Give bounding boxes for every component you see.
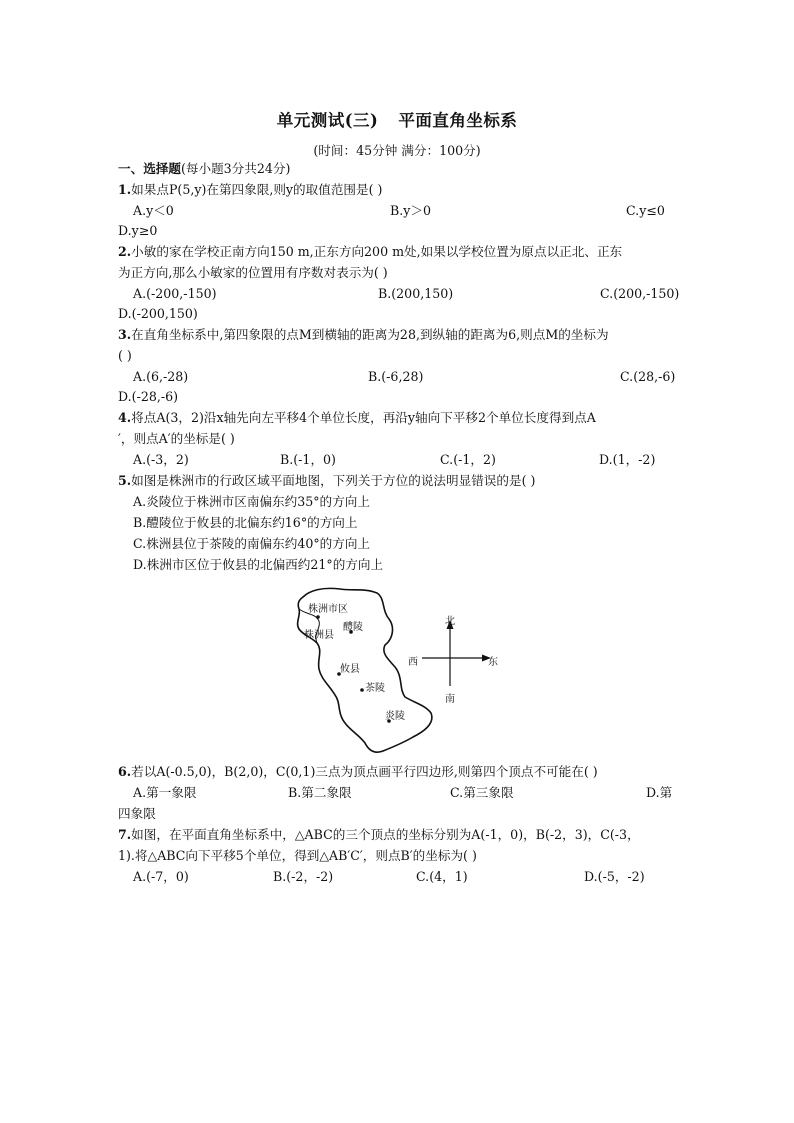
option-d: D.(-28,-6) — [118, 389, 179, 404]
map-label-yanling: 炎陵 — [385, 711, 405, 722]
question-number: 6. — [118, 764, 132, 779]
page-title — [0, 107, 794, 131]
question-3-cont: ( ) — [118, 348, 132, 363]
option-c: C.(4，1) — [416, 869, 468, 884]
question-text: 如图是株洲市的行政区域平面地图，下列关于方位的说法明显错误的是( ) — [131, 473, 536, 488]
option-a: A.第一象限 — [133, 785, 197, 800]
option-a: A.(6,-28) — [133, 369, 189, 384]
compass-north-label: 北 — [445, 616, 455, 627]
option-c: C.(28,-6) — [620, 369, 676, 384]
map-label-chaling: 茶陵 — [365, 683, 385, 694]
question-number: 3. — [118, 327, 132, 342]
option-a: A.炎陵位于株洲市区南偏东约35°的方向上 — [133, 494, 370, 509]
compass-south-label: 南 — [445, 694, 455, 705]
question-1 — [118, 181, 382, 199]
section-scoring: (每小题3分共24分) — [180, 161, 291, 176]
question-4-cont: ′，则点A′的坐标是( ) — [118, 431, 235, 446]
option-c: C.(200,-150) — [600, 286, 680, 301]
option-b: B.(-6,28) — [368, 369, 424, 384]
question-5 — [118, 472, 535, 490]
option-d-cont: 四象限 — [118, 806, 156, 821]
option-d: D.株洲市区位于攸县的北偏西约21°的方向上 — [133, 557, 384, 572]
question-2-cont: 为正方向,那么小敏家的位置用有序数对表示为( ) — [118, 265, 388, 280]
title-sub: 平面直角坐标系 — [398, 111, 518, 130]
question-text: 如图，在平面直角坐标系中，△ABC的三个顶点的坐标分别为A(-1，0)，B(-2，3)，C(-3， — [131, 827, 640, 842]
option-a: A.(-200,-150) — [133, 286, 217, 301]
exam-info: (时间：45分钟 满分：100分) — [313, 143, 481, 158]
title-main: 单元测试(三) — [276, 111, 379, 130]
question-text: 小敏的家在学校正南方向150 m,正东方向200 m处,如果以学校位置为原点以正北、正东 — [131, 244, 623, 259]
city-marker — [360, 688, 364, 692]
question-7 — [118, 826, 640, 844]
question-3 — [118, 326, 609, 344]
question-number: 1. — [118, 182, 132, 197]
option-a: A.y＜0 — [133, 203, 174, 218]
option-d: D.第 — [646, 785, 673, 800]
option-d: D.y≥0 — [118, 223, 158, 238]
option-b: B.y＞0 — [390, 203, 431, 218]
option-a: A.(-3，2) — [133, 452, 189, 467]
question-text: 在直角坐标系中,第四象限的点M到横轴的距离为28,到纵轴的距离为6,则点M的坐标为 — [131, 327, 609, 342]
option-b: B.(-1，0) — [280, 452, 336, 467]
map-label-zhuzhou-city: 株洲市区 — [308, 604, 348, 615]
option-a: A.(-7，0) — [133, 869, 189, 884]
option-c: C.(-1，2) — [440, 452, 496, 467]
city-marker — [316, 615, 320, 619]
option-b: B.(200,150) — [378, 286, 454, 301]
question-number: 4. — [118, 410, 132, 425]
option-c: C.y≤0 — [626, 203, 665, 218]
map-label-liling: 醴陵 — [343, 622, 363, 633]
question-number: 7. — [118, 827, 132, 842]
map-label-youxian: 攸县 — [340, 664, 360, 675]
option-c: C.株洲县位于茶陵的南偏东约40°的方向上 — [133, 536, 371, 551]
option-b: B.第二象限 — [288, 785, 352, 800]
section-heading — [118, 160, 290, 178]
option-d: D.(1，-2) — [599, 452, 656, 467]
question-text: 若以A(-0.5,0)，B(2,0)，C(0,1)三点为顶点画平行四边形,则第四个顶点不可能在( ) — [131, 764, 598, 779]
question-6 — [118, 763, 598, 781]
question-text: 如果点P(5,y)在第四象限,则y的取值范围是( ) — [131, 182, 383, 197]
compass-east-label: 东 — [488, 657, 498, 668]
option-d: D.(-5，-2) — [584, 869, 645, 884]
compass-west-label: 西 — [408, 657, 418, 668]
option-c: C.第三象限 — [450, 785, 514, 800]
section-title: 一、选择题 — [118, 161, 181, 176]
option-b: B.醴陵位于攸县的北偏东约16°的方向上 — [133, 515, 358, 530]
map-label-zhuzhou-county: 株洲县 — [304, 630, 334, 641]
question-number: 5. — [118, 473, 132, 488]
option-d: D.(-200,150) — [118, 306, 198, 321]
question-text: 将点A(3，2)沿x轴先向左平移4个单位长度，再沿y轴向下平移2个单位长度得到点A — [131, 410, 596, 425]
question-7-cont: 1).将△ABC向下平移5个单位，得到△AB′C′，则点B′的坐标为( ) — [118, 848, 477, 863]
question-number: 2. — [118, 244, 132, 259]
option-b: B.(-2，-2) — [273, 869, 334, 884]
question-2 — [118, 243, 622, 261]
question-4 — [118, 409, 596, 427]
